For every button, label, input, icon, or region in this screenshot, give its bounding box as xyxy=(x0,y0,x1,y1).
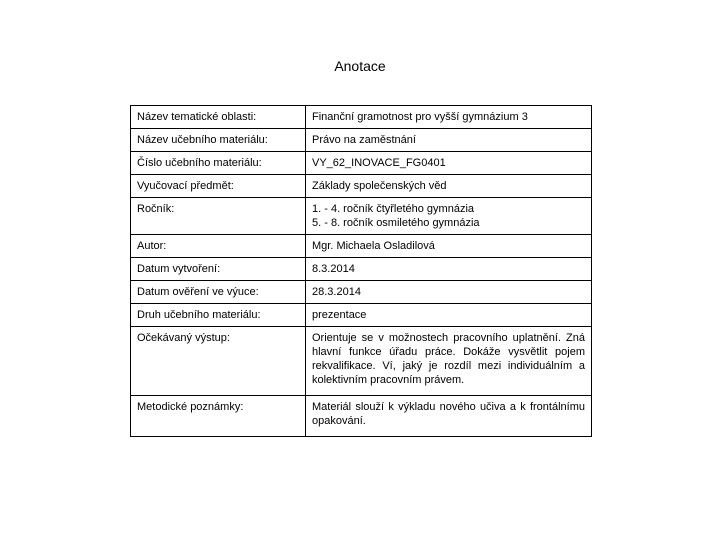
row-value-grade xyxy=(306,198,592,235)
row-value-date-created: 8.3.2014 xyxy=(306,258,592,281)
grade-line-2: 5. - 8. ročník osmiletého gymnázia xyxy=(312,217,480,229)
table-row xyxy=(131,304,592,327)
row-label-grade: Ročník: xyxy=(131,198,306,235)
row-value-subject: Základy společenských věd xyxy=(306,175,592,198)
row-label-author: Autor: xyxy=(131,235,306,258)
row-label-date-verified: Datum ověření ve výuce: xyxy=(131,281,306,304)
row-label-subject: Vyučovací předmět: xyxy=(131,175,306,198)
row-label-expected-output: Očekávaný výstup: xyxy=(131,327,306,396)
table-row xyxy=(131,281,592,304)
table-row xyxy=(131,106,592,129)
row-value-expected-output: Orientuje se v možnostech pracovního uplatnění. Zná hlavní funkce úřadu práce. Dokáže vysvětlit pojem rekvalifikace. Ví, jaký je rozdíl mezi individuálním a kolektivním pracovním právem. xyxy=(306,327,592,396)
row-label-material-name: Název učebního materiálu: xyxy=(131,129,306,152)
page-title: Anotace xyxy=(334,58,386,74)
row-label-date-created: Datum vytvoření: xyxy=(131,258,306,281)
row-label-material-type: Druh učebního materiálu: xyxy=(131,304,306,327)
table-row xyxy=(131,129,592,152)
row-value-material-type: prezentace xyxy=(306,304,592,327)
table-row xyxy=(131,258,592,281)
table-row xyxy=(131,175,592,198)
annotation-table xyxy=(130,105,592,437)
row-value-topic-area: Finanční gramotnost pro vyšší gymnázium 3 xyxy=(306,106,592,129)
grade-line-1: 1. - 4. ročník čtyřletého gymnázia xyxy=(312,203,475,215)
table-row xyxy=(131,396,592,437)
row-value-material-number: VY_62_INOVACE_FG0401 xyxy=(306,152,592,175)
table-row xyxy=(131,235,592,258)
table-row xyxy=(131,327,592,396)
row-label-topic-area: Název tematické oblasti: xyxy=(131,106,306,129)
table-row xyxy=(131,198,592,235)
row-value-methodical-notes: Materiál slouží k výkladu nového učiva a k frontálnímu opakování. xyxy=(306,396,592,437)
table-row xyxy=(131,152,592,175)
row-label-methodical-notes: Metodické poznámky: xyxy=(131,396,306,437)
row-value-author: Mgr. Michaela Osladilová xyxy=(306,235,592,258)
row-label-material-number: Číslo učebního materiálu: xyxy=(131,152,306,175)
row-value-date-verified: 28.3.2014 xyxy=(306,281,592,304)
row-value-material-name: Právo na zaměstnání xyxy=(306,129,592,152)
